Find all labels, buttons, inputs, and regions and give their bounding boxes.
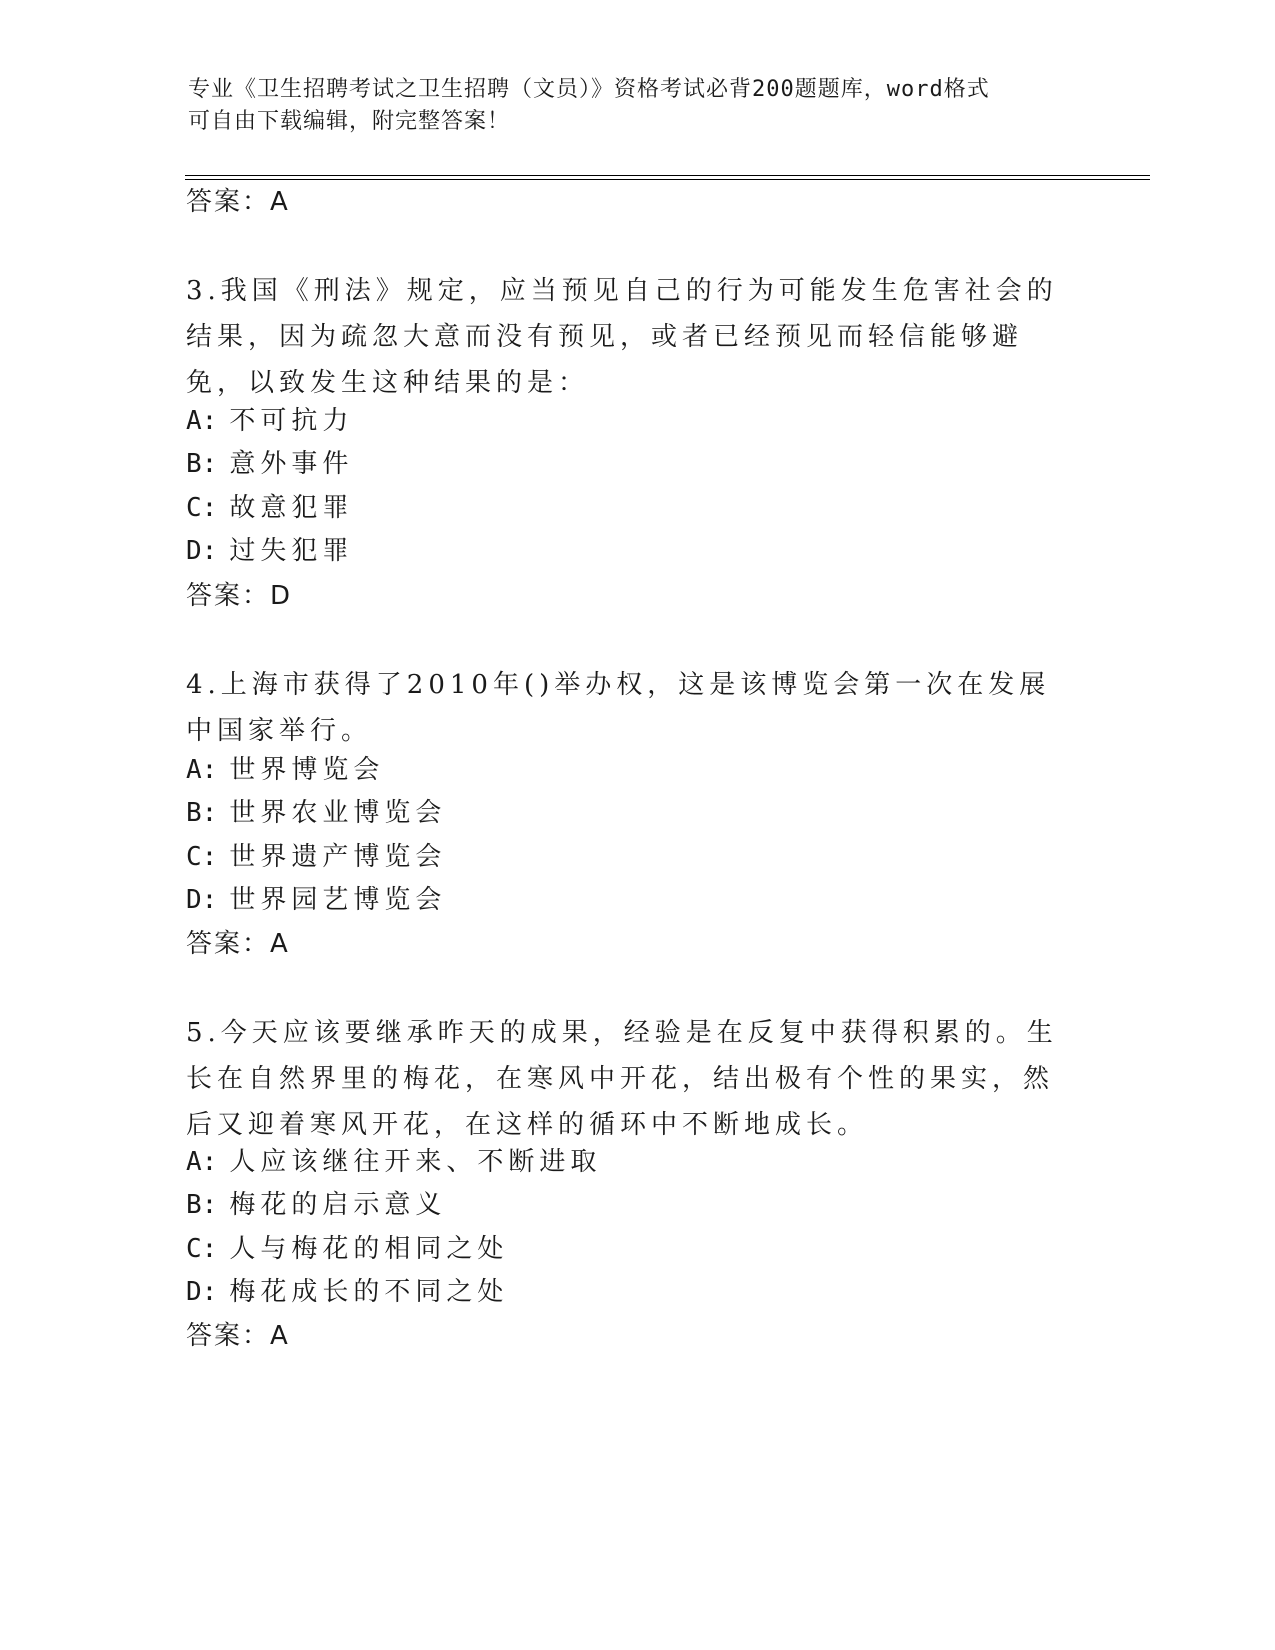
- question-3-answer: 答案：D: [186, 581, 293, 611]
- question-5-option-d: [186, 1276, 508, 1308]
- option-letter: B:: [186, 1190, 218, 1220]
- option-letter: A:: [186, 406, 218, 436]
- question-5-option-c: [186, 1233, 508, 1265]
- option-letter: B:: [186, 798, 218, 828]
- question-3-option-d: [186, 535, 353, 567]
- option-text: 梅花的启示意义: [229, 1190, 447, 1220]
- question-4-option-d: [186, 884, 446, 916]
- header-line-1: 专业《卫生招聘考试之卫生招聘（文员）》资格考试必背200题题库，word格式: [188, 77, 990, 102]
- option-text: 世界园艺博览会: [229, 885, 447, 915]
- question-5-option-a: [186, 1146, 601, 1178]
- question-4-option-a: [186, 754, 384, 786]
- option-letter: A:: [186, 755, 218, 785]
- answer-previous: 答案：A: [186, 187, 290, 217]
- option-text: 世界遗产博览会: [229, 842, 447, 872]
- header-line-2: 可自由下载编辑，附完整答案！: [188, 109, 511, 134]
- question-3-text: 3.我国《刑法》规定，应当预见自己的行为可能发生危害社会的结果，因为疏忽大意而没有预见，或者已经预见而轻信能够避免，以致发生这种结果的是：: [186, 276, 1058, 398]
- option-letter: C:: [186, 493, 218, 523]
- option-text: 人应该继往开来、不断进取: [229, 1147, 602, 1177]
- question-3-option-c: [186, 492, 353, 524]
- question-4-option-b: [186, 797, 446, 829]
- question-3-option-a: [186, 405, 353, 437]
- option-letter: B:: [186, 449, 218, 479]
- option-letter: D:: [186, 885, 218, 915]
- question-3-option-b: [186, 448, 353, 480]
- option-text: 世界农业博览会: [229, 798, 447, 828]
- option-text: 人与梅花的相同之处: [229, 1234, 509, 1264]
- header-divider: [185, 175, 1150, 180]
- option-text: 过失犯罪: [229, 536, 354, 566]
- option-letter: A:: [186, 1147, 218, 1177]
- question-5-option-b: [186, 1189, 446, 1221]
- option-letter: D:: [186, 536, 218, 566]
- option-text: 世界博览会: [229, 755, 385, 785]
- question-5-answer: 答案：A: [186, 1321, 290, 1351]
- option-text: 不可抗力: [229, 406, 354, 436]
- option-letter: D:: [186, 1277, 218, 1307]
- option-text: 梅花成长的不同之处: [229, 1277, 509, 1307]
- question-4-answer: 答案：A: [186, 929, 290, 959]
- option-letter: C:: [186, 1234, 218, 1264]
- option-text: 故意犯罪: [229, 493, 354, 523]
- option-text: 意外事件: [229, 449, 354, 479]
- document-header: [188, 74, 1068, 138]
- option-letter: C:: [186, 842, 218, 872]
- question-4-text: 4.上海市获得了2010年()举办权，这是该博览会第一次在发展中国家举行。: [186, 670, 1051, 746]
- question-5-text: 5.今天应该要继承昨天的成果，经验是在反复中获得积累的。生长在自然界里的梅花，在寒风中开花，结出极有个性的果实，然后又迎着寒风开花，在这样的循环中不断地成长。: [186, 1018, 1058, 1140]
- question-4-option-c: [186, 841, 446, 873]
